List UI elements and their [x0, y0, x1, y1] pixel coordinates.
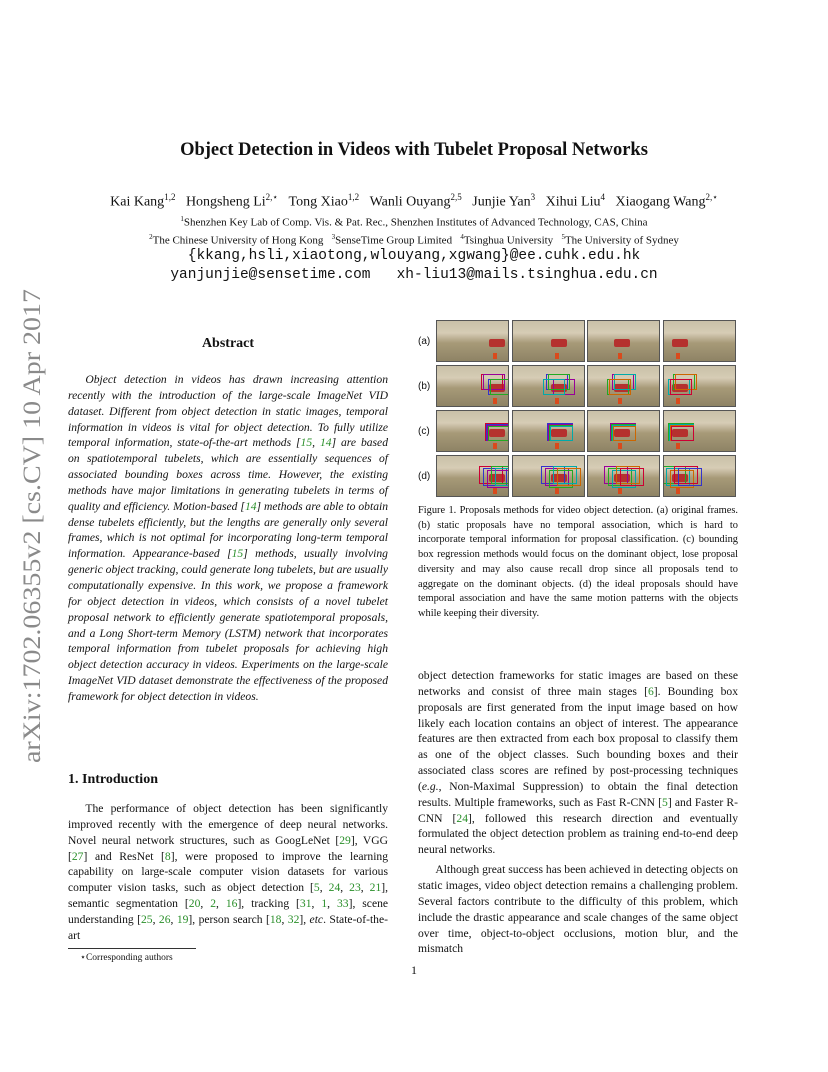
video-frame — [436, 410, 509, 452]
affiliation-line-1 — [0, 215, 828, 229]
footnote-divider — [68, 948, 196, 949]
citation-link[interactable]: 27 — [71, 849, 84, 863]
car-shape — [489, 339, 505, 347]
figure-row-label: (b) — [418, 381, 431, 392]
cone-shape — [676, 443, 680, 449]
emphasis: e.g. — [421, 779, 439, 793]
video-frame — [436, 365, 509, 407]
section-heading-introduction: 1. Introduction — [68, 772, 158, 787]
citation-link[interactable]: 1 — [321, 897, 328, 911]
cone-shape — [493, 353, 497, 359]
author-name: Junjie Yan — [472, 194, 531, 210]
author-name: Xiaogang Wang — [615, 194, 706, 210]
affiliation-mark: 5 — [561, 233, 565, 241]
author-affiliation-mark: 1,2 — [164, 192, 176, 202]
citation-link[interactable]: 15 — [300, 436, 313, 450]
citation-link[interactable]: 16 — [225, 897, 238, 911]
proposal-box — [495, 468, 509, 486]
citation-link[interactable]: 32 — [287, 912, 300, 926]
introduction-body — [68, 801, 388, 944]
cone-shape — [555, 353, 559, 359]
figure-row — [418, 455, 738, 499]
author-name: Xihui Liu — [545, 194, 601, 210]
email-line-2: yanjunjie@sensetime.com xh-liu13@mails.tsinghua.edu.cn — [170, 267, 658, 283]
proposal-box — [490, 379, 509, 395]
cone-shape — [493, 398, 497, 404]
email-line-1: {kkang,hsli,xiaotong,wlouyang,xgwang}@ee.cuhk.edu.hk — [187, 248, 641, 264]
paper-title: Object Detection in Videos with Tubelet Proposal Networks — [180, 140, 648, 160]
affiliation-mark: 1 — [180, 215, 184, 223]
author-name: Kai Kang — [110, 194, 165, 210]
right-paragraph-2: Although great success has been achieved in detecting objects on static images, video object detection remains a challenging problem. Several factors contribute to the difficulty of this problem, which include the drastic appearance and scale changes of the same object over time, object-to-object occlusions, motion blur, and the mismatch — [418, 863, 738, 956]
video-frame — [587, 365, 660, 407]
author-affiliation-mark: 2,5 — [450, 192, 462, 202]
proposal-box — [543, 379, 565, 395]
proposal-box — [613, 426, 636, 441]
cone-shape — [555, 488, 559, 494]
cone-shape — [618, 443, 622, 449]
proposal-box — [620, 468, 644, 486]
video-frame — [512, 320, 585, 362]
citation-link[interactable]: 26 — [158, 912, 171, 926]
page-number: 1 — [411, 963, 417, 977]
citation-link[interactable]: 33 — [337, 897, 349, 911]
proposal-box — [670, 379, 692, 395]
citation-link[interactable]: 15 — [231, 547, 244, 561]
citation-link[interactable]: 20 — [188, 897, 201, 911]
proposal-box — [678, 468, 702, 486]
citation-link[interactable]: 14 — [244, 499, 257, 513]
cone-shape — [493, 488, 497, 494]
author-name: Wanli Ouyang — [369, 194, 451, 210]
video-frame — [587, 320, 660, 362]
arxiv-stamp — [10, 285, 50, 765]
right-paragraph-1: object detection frameworks for static images are based on these networks and consist of three main stages [6]. Bounding box proposals are first generated from the input image based on how likely each location contains an object of interest. The appearance features are then extracted from each box proposal to classify them as one of the object classes. Such bounding boxes and their associated class scores are refined by post-processing techniques (e.g., Non-Maximal Suppression) to obtain the final detection results. Multiple frameworks, such as Fast R-CNN [5] and Faster R-CNN [24], followed this research direction and eventually formulated the object detection problem as training end-to-end deep neural networks. — [418, 669, 738, 857]
affiliation-text: The University of Sydney — [564, 234, 679, 247]
citation-link[interactable]: 24 — [328, 881, 341, 895]
citation-link[interactable]: 5 — [662, 795, 668, 809]
author-list — [0, 192, 828, 211]
cone-shape — [618, 488, 622, 494]
figure-row-label: (c) — [418, 426, 430, 437]
citation-link[interactable]: 14 — [319, 436, 332, 450]
affiliation-text: SenseTime Group Limited — [335, 234, 453, 247]
cone-shape — [555, 398, 559, 404]
figure-row — [418, 410, 738, 454]
figure-1-caption: Figure 1. Proposals methods for video object detection. (a) original frames. (b) static proposals have no temporal association, which is hard to incorporate temporal information for proposal classification. (c) bounding box regression methods would focus on the dominant object, lose proposal diversity and may also cause recall drop since all proposals tend to aggregate on the dominant objects. (d) the ideal proposals should have temporal association and have the same motion patterns with the objects while keeping their diversity. — [418, 505, 738, 619]
affiliation-mark: 3 — [331, 233, 336, 241]
affiliation-text: Shenzhen Key Lab of Comp. Vis. & Pat. Rec., Shenzhen Institutes of Advanced Technology, CAS, China — [183, 216, 648, 229]
cone-shape — [676, 488, 680, 494]
citation-link[interactable]: 29 — [339, 833, 351, 847]
right-column-body — [418, 668, 738, 957]
video-frame — [663, 365, 736, 407]
video-frame — [663, 320, 736, 362]
cone-shape — [618, 398, 622, 404]
video-frame — [587, 410, 660, 452]
affiliation-mark: 4 — [460, 233, 464, 241]
affiliation-text: Tsinghua University — [463, 234, 554, 247]
citation-link[interactable]: 6 — [647, 684, 654, 698]
figure-row — [418, 320, 738, 364]
cone-shape — [676, 398, 680, 404]
author-affiliation-mark: 2,⋆ — [705, 192, 718, 202]
citation-link[interactable]: 21 — [369, 881, 382, 895]
car-shape — [614, 339, 630, 347]
citation-link[interactable]: 2 — [210, 897, 216, 911]
video-frame — [512, 410, 585, 452]
author-affiliation-mark: 1,2 — [347, 192, 360, 202]
citation-link[interactable]: 19 — [176, 912, 189, 926]
abstract-heading: Abstract — [201, 336, 255, 351]
proposal-box — [557, 468, 581, 486]
figure-row — [418, 365, 738, 409]
author-affiliation-mark: 4 — [600, 192, 605, 202]
video-frame — [436, 455, 509, 497]
emphasis: etc — [309, 912, 324, 926]
cone-shape — [676, 353, 680, 359]
abstract-paragraph: Object detection in videos has drawn increasing attention recently with the introduction of the large-scale ImageNet VID dataset. Different from object detection in static images, temporal information in videos is vital for object detection. To fully utilize temporal information, state-of-the-art methods [15, 14] are based on spatiotemporal tubelets, which are essentially sequences of associated bounding boxes across time. However, the existing methods have major limitations in generating tubelets in terms of quality and efficiency. Motion-based [14] methods are able to obtain dense tubelets efficiently, but the lengths are generally only several frames, which is not optimal for incorporating long-term temporal information. Appearance-based [15] methods, usually involving generic object tracking, could generate long tubelets, but are usually computationally expensive. In this work, we propose a framework for object detection in videos, which consists of a novel tubelet proposal network to efficiently generate spatiotemporal proposals, and a Long Short-term Memory (LSTM) network that incorporates temporal information from tubelet proposals for achieving high object detection accuracy in videos. Experiments on the large-scale ImageNet VID dataset demonstrate the effectiveness of the proposed framework for object detection in videos. — [68, 373, 389, 703]
arxiv-stamp-text: arXiv:1702.06355v2 [cs.CV] 10 Apr 2017 — [19, 339, 46, 763]
video-frame — [512, 365, 585, 407]
video-frame — [663, 410, 736, 452]
car-shape — [551, 339, 567, 347]
car-shape — [672, 339, 688, 347]
proposal-box — [550, 426, 573, 441]
video-frame — [436, 320, 509, 362]
author-name: Hongsheng Li — [185, 194, 266, 210]
abstract-body — [68, 372, 388, 705]
citation-link[interactable]: 23 — [349, 881, 361, 895]
cone-shape — [493, 443, 497, 449]
author-affiliation-mark: 3 — [530, 192, 536, 202]
cone-shape — [618, 353, 622, 359]
affiliation-line-2 — [0, 233, 828, 247]
figure-row-label: (d) — [418, 471, 431, 482]
citation-link[interactable]: 24 — [456, 811, 469, 825]
cone-shape — [555, 443, 559, 449]
author-name: Tong Xiao — [288, 194, 348, 210]
author-affiliation-mark: 2,⋆ — [265, 192, 279, 202]
video-frame — [587, 455, 660, 497]
video-frame — [512, 455, 585, 497]
citation-link[interactable]: 31 — [299, 897, 312, 911]
proposal-box — [609, 379, 631, 395]
citation-link[interactable]: 8 — [164, 849, 171, 863]
affiliation-mark: 2 — [149, 233, 153, 241]
affiliation-text: The Chinese University of Hong Kong — [152, 234, 324, 247]
video-frame — [663, 455, 736, 497]
figure-row-label: (a) — [418, 336, 431, 347]
proposal-box — [488, 426, 509, 441]
footnote: ⋆Corresponding authors — [80, 953, 173, 963]
introduction-paragraph: The performance of object detection has been significantly improved recently with the emergence of deep neural networks. Novel neural network structures, such as GoogLeNet [29], VGG [27] and ResNet [8], were proposed to improve the learning capability on large-scale computer vision datasets for various computer vision tasks, such as object detection [5, 24, 23, 21], semantic segmentation [20, 2, 16], tracking [31, 1, 33], scene understanding [25, 26, 19], person search [18, 32], etc. State-of-the-art — [68, 802, 389, 942]
figure-1 — [418, 320, 738, 500]
citation-link[interactable]: 5 — [313, 881, 320, 895]
citation-link[interactable]: 25 — [140, 912, 153, 926]
citation-link[interactable]: 18 — [269, 912, 282, 926]
proposal-box — [671, 426, 694, 441]
